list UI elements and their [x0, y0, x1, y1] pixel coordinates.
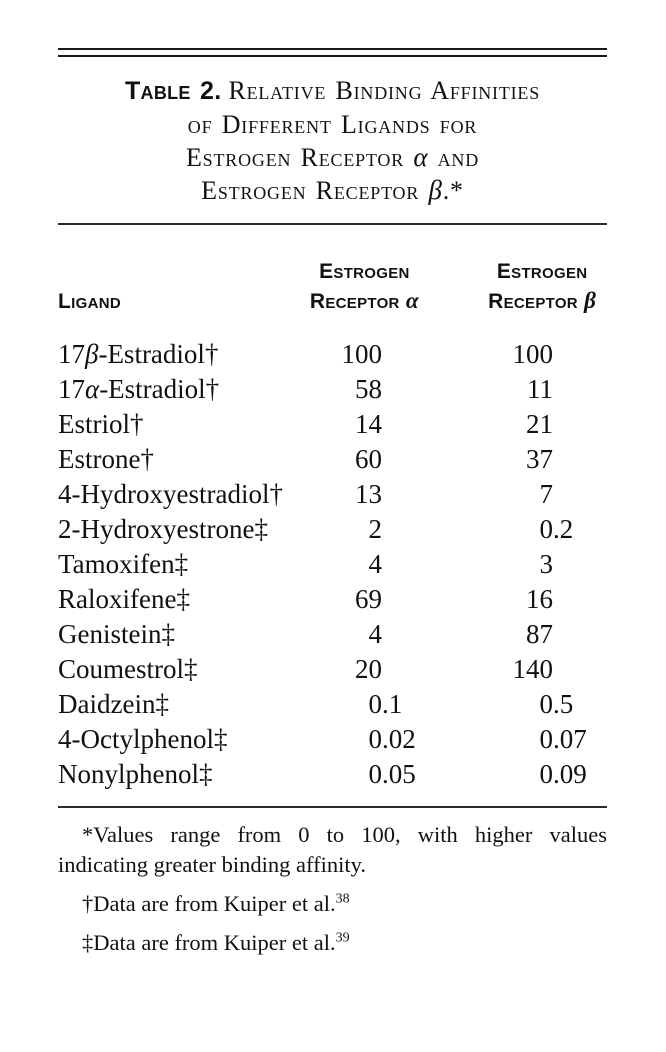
- er-alpha-value: [303, 652, 427, 687]
- value-integer-part: 37: [526, 444, 553, 474]
- header-line: Estrogen: [319, 260, 410, 283]
- table-row: [58, 477, 607, 512]
- footnote-marker: †: [204, 339, 219, 369]
- value-integer-part: 21: [526, 409, 553, 439]
- value-decimal-part: [382, 582, 427, 617]
- value-integer-part: 60: [355, 444, 382, 474]
- value-integer-part: 100: [512, 339, 553, 369]
- value-decimal-part: [382, 617, 427, 652]
- er-alpha-value: [303, 617, 427, 652]
- er-beta-value: [427, 547, 607, 582]
- ligand-name: Estrone: [58, 444, 141, 474]
- title-line-3: [58, 141, 607, 174]
- footnote-marker: *: [82, 822, 94, 847]
- ligand-cell: [58, 547, 303, 582]
- footnote-marker: ‡: [82, 930, 94, 955]
- value-integer-part: 20: [355, 654, 382, 684]
- table-title: [58, 74, 607, 207]
- ligand-cell: [58, 687, 303, 722]
- header-line: Estrogen: [496, 260, 588, 283]
- ligand-cell: [58, 337, 303, 372]
- er-beta-value: [427, 372, 607, 407]
- ligand-name: 4-Hydroxyestradiol: [58, 479, 270, 509]
- value-integer-part: 0: [539, 759, 553, 789]
- ligand-name: Coumestrol: [58, 654, 184, 684]
- col-header-er-beta: [477, 257, 607, 316]
- value-integer-part: 87: [526, 619, 553, 649]
- value-integer-part: 100: [341, 339, 382, 369]
- ligand-cell: [58, 617, 303, 652]
- value-integer-part: 13: [355, 479, 382, 509]
- er-beta-value: [427, 337, 607, 372]
- value-decimal-part: [553, 617, 607, 652]
- value-decimal-part: [382, 652, 427, 687]
- footnote-marker: †: [130, 409, 144, 439]
- footnote: [58, 928, 607, 958]
- table-row: [58, 722, 607, 757]
- value-integer-part: 0: [368, 759, 382, 789]
- footnote-marker: ‡: [155, 689, 169, 719]
- er-beta-value: [427, 477, 607, 512]
- footnote-marker: ‡: [161, 619, 175, 649]
- er-alpha-value: [303, 582, 427, 617]
- value-integer-part: 69: [355, 584, 382, 614]
- ligand-name: -Estradiol: [99, 374, 206, 404]
- value-decimal-part: .02: [382, 724, 416, 754]
- alpha-symbol: α: [405, 288, 419, 313]
- value-decimal-part: [382, 547, 427, 582]
- value-decimal-part: [553, 372, 607, 407]
- ligand-name: Raloxifene: [58, 584, 177, 614]
- table-row: [58, 687, 607, 722]
- er-alpha-value: [303, 477, 427, 512]
- header-top-rule: [58, 223, 607, 225]
- table-header-row: [58, 257, 607, 316]
- footnote-marker: ‡: [184, 654, 198, 684]
- title-line-2: of Different Ligands for: [187, 110, 478, 139]
- title-text: Relative Binding Affinities: [228, 76, 541, 105]
- value-decimal-part: [553, 442, 607, 477]
- value-integer-part: 3: [539, 549, 553, 579]
- ligand-cell: [58, 652, 303, 687]
- value-decimal-part: [553, 477, 607, 512]
- header-text: Receptor: [309, 290, 406, 313]
- value-decimal-part: [553, 337, 607, 372]
- value-decimal-part: [382, 477, 427, 512]
- ligand-name: Tamoxifen: [58, 549, 175, 579]
- er-beta-value: [427, 582, 607, 617]
- er-alpha-value: [303, 337, 427, 372]
- table-row: [58, 337, 607, 372]
- value-decimal-part: [553, 547, 607, 582]
- er-alpha-value: [303, 722, 427, 757]
- value-decimal-part: [382, 372, 427, 407]
- footnote-text: Values range from 0 to 100, with higher values indicating greater binding affinity.: [58, 822, 607, 877]
- ligand-cell: [58, 582, 303, 617]
- ligand-cell: [58, 372, 303, 407]
- reference-number: 38: [335, 891, 350, 907]
- ligand-name: 17: [58, 339, 85, 369]
- footnote-text: Data are from Kuiper et al.: [93, 891, 336, 916]
- er-alpha-value: [303, 407, 427, 442]
- er-alpha-value: [303, 757, 427, 792]
- beta-symbol: β: [428, 175, 443, 205]
- footnote-marker: †: [82, 891, 94, 916]
- table-row: [58, 582, 607, 617]
- value-integer-part: 0: [368, 724, 382, 754]
- er-beta-value: [427, 757, 607, 792]
- ligand-cell: [58, 477, 303, 512]
- ligand-name: 4-Octylphenol: [58, 724, 214, 754]
- title-text: Estrogen Receptor: [186, 143, 414, 172]
- value-integer-part: 16: [526, 584, 553, 614]
- value-decimal-part: [382, 407, 427, 442]
- value-decimal-part: [382, 512, 427, 547]
- value-decimal-part: [382, 442, 427, 477]
- footnote: [58, 889, 607, 919]
- table-top-double-rule: [58, 48, 607, 57]
- er-beta-value: [427, 722, 607, 757]
- header-line: [477, 286, 607, 316]
- value-integer-part: 14: [355, 409, 382, 439]
- table-row: [58, 617, 607, 652]
- er-beta-value: [427, 407, 607, 442]
- beta-symbol: β: [584, 288, 597, 313]
- ligand-cell: [58, 442, 303, 477]
- er-alpha-value: [303, 442, 427, 477]
- value-decimal-part: [553, 582, 607, 617]
- er-alpha-value: [303, 687, 427, 722]
- value-integer-part: 140: [512, 654, 553, 684]
- value-decimal-part: .2: [553, 514, 574, 544]
- footnote-marker: ‡: [213, 724, 228, 754]
- title-line-1: [58, 74, 607, 108]
- value-integer-part: 4: [368, 549, 382, 579]
- value-integer-part: 7: [539, 479, 553, 509]
- er-beta-value: [427, 617, 607, 652]
- table-row: [58, 512, 607, 547]
- table-row: [58, 757, 607, 792]
- value-decimal-part: [382, 337, 427, 372]
- footnote-marker: ‡: [199, 759, 213, 789]
- er-beta-value: [427, 512, 607, 547]
- value-decimal-part: .5: [553, 689, 574, 719]
- footnote-marker: †: [269, 479, 283, 509]
- value-decimal-part: [553, 407, 607, 442]
- value-decimal-part: .07: [553, 724, 587, 754]
- footnote-marker: †: [205, 374, 220, 404]
- col-header-ligand: Ligand: [58, 290, 121, 313]
- er-beta-value: [427, 652, 607, 687]
- table-row: [58, 442, 607, 477]
- value-integer-part: 11: [527, 374, 553, 404]
- ligand-name: 2-Hydroxyestrone: [58, 514, 255, 544]
- value-decimal-part: [553, 652, 607, 687]
- value-integer-part: 0: [539, 689, 553, 719]
- ligand-cell: [58, 407, 303, 442]
- footnotes: [58, 820, 607, 958]
- value-integer-part: 58: [355, 374, 382, 404]
- value-integer-part: 2: [368, 514, 382, 544]
- ligand-cell: [58, 722, 303, 757]
- footnote: [58, 820, 607, 880]
- table-bottom-rule: [58, 806, 607, 808]
- table-row: [58, 652, 607, 687]
- ligand-name: Daidzein: [58, 689, 156, 719]
- ligand-greek-letter: α: [85, 374, 100, 404]
- header-text: Receptor: [488, 290, 585, 313]
- reference-number: 39: [335, 930, 350, 946]
- footnote-marker: ‡: [254, 514, 268, 544]
- er-alpha-value: [303, 372, 427, 407]
- footnote-marker: †: [140, 444, 154, 474]
- header-line: [303, 286, 427, 316]
- ligand-name: Estriol: [58, 409, 130, 439]
- table-row: [58, 372, 607, 407]
- value-integer-part: 0: [539, 514, 553, 544]
- footnote-marker: ‡: [174, 549, 189, 579]
- table-row: [58, 547, 607, 582]
- journal-table-page: [58, 48, 607, 958]
- ligand-greek-letter: β: [85, 339, 99, 369]
- value-decimal-part: .1: [382, 689, 403, 719]
- er-alpha-value: [303, 512, 427, 547]
- title-text: and: [428, 143, 479, 172]
- title-line-4: [58, 174, 607, 207]
- ligand-name: Nonylphenol: [58, 759, 199, 789]
- table-number-label: Table 2.: [124, 77, 222, 105]
- value-decimal-part: .05: [382, 759, 416, 789]
- alpha-symbol: α: [413, 142, 429, 172]
- footnote-marker: ‡: [176, 584, 190, 614]
- value-integer-part: 0: [368, 689, 382, 719]
- er-beta-value: [427, 442, 607, 477]
- footnote-text: Data are from Kuiper et al.: [93, 930, 336, 955]
- er-beta-value: [427, 687, 607, 722]
- value-decimal-part: .09: [553, 759, 587, 789]
- title-text: Estrogen Receptor: [201, 176, 429, 205]
- ligand-name: -Estradiol: [98, 339, 205, 369]
- title-text: .*: [442, 176, 464, 205]
- ligand-name: 17: [58, 374, 85, 404]
- er-alpha-value: [303, 547, 427, 582]
- col-header-er-alpha: [303, 257, 427, 316]
- value-integer-part: 4: [368, 619, 382, 649]
- ligand-cell: [58, 757, 303, 792]
- ligand-cell: [58, 512, 303, 547]
- ligand-name: Genistein: [58, 619, 162, 649]
- table-row: [58, 407, 607, 442]
- value-integer-part: 0: [539, 724, 553, 754]
- table-body: [58, 337, 607, 792]
